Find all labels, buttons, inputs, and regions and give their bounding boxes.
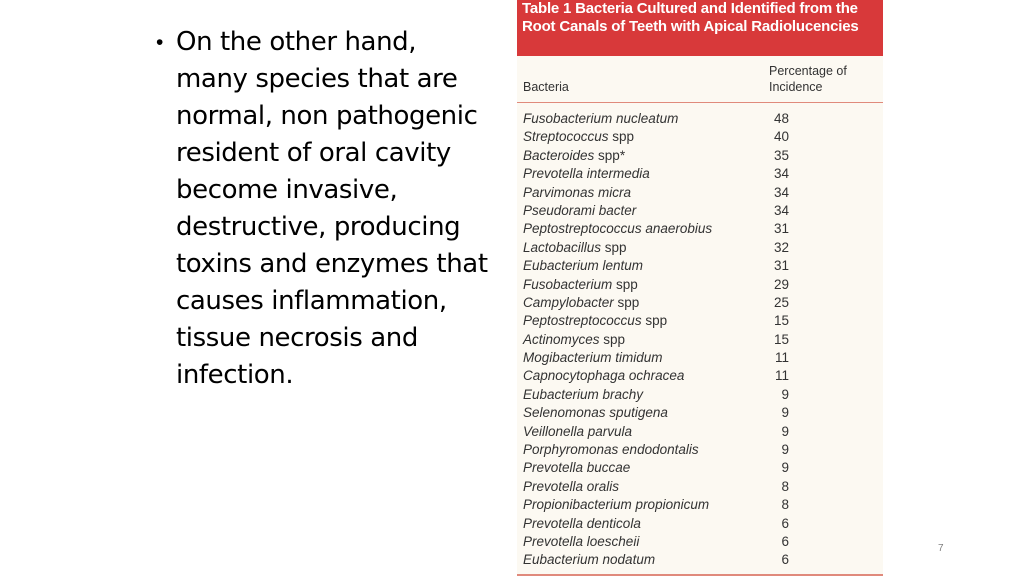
bacteria-name [523, 534, 639, 549]
table-row [517, 551, 883, 569]
incidence-value: 6 [781, 552, 789, 568]
bacteria-name [523, 203, 636, 218]
incidence-value: 34 [773, 202, 789, 218]
incidence-value: 15 [773, 331, 789, 347]
incidence-value: 32 [773, 239, 789, 255]
table-row [517, 459, 883, 477]
incidence-value: 31 [773, 258, 789, 274]
table-row [517, 404, 883, 422]
table-row [517, 515, 883, 533]
bacteria-genus: Fusobacterium nucleatum [523, 111, 679, 126]
bacteria-genus: Peptostreptococcus anaerobius [523, 221, 713, 237]
bacteria-genus: Lactobacillus [523, 239, 602, 255]
bacteria-genus: Streptococcus [523, 129, 609, 145]
bacteria-genus: Actinomyces [523, 331, 600, 347]
incidence-value: 8 [781, 478, 789, 494]
incidence-value: 35 [773, 147, 789, 163]
bacteria-name [523, 332, 625, 347]
bacteria-genus: Fusobacterium [523, 276, 613, 292]
bacteria-name [523, 387, 643, 402]
incidence-value: 9 [781, 423, 789, 439]
table-row [517, 220, 883, 238]
bullet-text: On the other hand, many species that are normal, non pathogenic resident of oral cavity become invasive, destructive, producing toxins and enzymes that causes inflammation, tissue necrosis and infection. [176, 27, 488, 390]
bacteria-genus: Prevotella intermedia [523, 166, 650, 182]
bacteria-genus: Porphyromonas endodontalis [523, 442, 699, 458]
incidence-value: 15 [773, 313, 789, 329]
bacteria-name [523, 277, 638, 292]
table-row [517, 533, 883, 551]
table-row [517, 239, 883, 257]
column-header-percentage [769, 63, 847, 95]
bacteria-suffix: spp [613, 294, 640, 310]
bacteria-table [517, 0, 883, 576]
table-row [517, 110, 883, 128]
table-title: Bacteria Cultured and Identified from the Root Canals of Teeth with Apical Radiolucencies [522, 0, 859, 35]
bacteria-name [523, 460, 630, 475]
bacteria-genus: Veillonella parvula [523, 423, 633, 439]
bullet-point [156, 24, 501, 394]
bacteria-genus: Eubacterium nodatum [523, 552, 656, 568]
bacteria-suffix: spp [612, 276, 638, 292]
bacteria-suffix: spp [601, 239, 627, 255]
table-row [517, 128, 883, 146]
incidence-value: 48 [773, 111, 789, 126]
bacteria-name [523, 479, 619, 494]
incidence-value: 11 [774, 350, 789, 366]
table-row [517, 202, 883, 220]
table-row [517, 386, 883, 404]
table-header [517, 0, 883, 56]
bacteria-name [523, 111, 678, 126]
bacteria-genus: Mogibacterium timidum [523, 350, 663, 366]
table-row [517, 478, 883, 496]
bacteria-genus: Capnocytophaga ochracea [523, 368, 685, 384]
incidence-value: 34 [773, 166, 789, 182]
table-column-headers [517, 56, 883, 103]
bacteria-genus: Bacteroides [523, 147, 595, 163]
incidence-value: 9 [781, 442, 789, 458]
bacteria-suffix: spp [599, 331, 626, 347]
bacteria-name [523, 240, 627, 255]
column-header-percentage-line1: Percentage of [769, 64, 847, 78]
bacteria-name [523, 497, 709, 512]
incidence-value: 29 [773, 276, 789, 292]
bullet-marker: • [156, 31, 164, 54]
incidence-value: 40 [773, 129, 789, 145]
column-header-percentage-line2: Incidence [769, 80, 823, 94]
bacteria-name [523, 368, 684, 383]
bacteria-name [523, 552, 655, 567]
bacteria-name [523, 350, 663, 365]
bacteria-genus: Selenomonas sputigena [523, 405, 668, 421]
bacteria-genus: Parvimonas micra [523, 184, 632, 200]
bacteria-name [523, 405, 668, 420]
bacteria-name [523, 166, 650, 181]
bacteria-suffix: spp [641, 313, 668, 329]
bacteria-genus: Peptostreptococcus [523, 313, 642, 329]
bacteria-genus: Propionibacterium propionicum [523, 497, 710, 513]
bacteria-genus: Eubacterium brachy [523, 386, 644, 402]
incidence-value: 9 [781, 460, 789, 476]
incidence-value: 34 [773, 184, 789, 200]
incidence-value: 6 [781, 533, 789, 549]
column-header-bacteria: Bacteria [523, 80, 569, 94]
bacteria-name [523, 424, 632, 439]
table-row [517, 423, 883, 441]
table-number: Table 1 [522, 0, 572, 17]
table-body [517, 110, 883, 570]
table-row [517, 367, 883, 385]
table-row [517, 184, 883, 202]
incidence-value: 9 [781, 405, 789, 421]
table-row [517, 331, 883, 349]
bacteria-genus: Prevotella loescheii [523, 533, 640, 549]
bacteria-genus: Prevotella oralis [523, 478, 620, 494]
incidence-value: 11 [774, 368, 789, 384]
table-row [517, 165, 883, 183]
bacteria-genus: Prevotella buccae [523, 460, 631, 476]
table-row [517, 147, 883, 165]
bacteria-name [523, 313, 667, 328]
incidence-value: 8 [781, 497, 789, 513]
bacteria-suffix: spp* [594, 147, 626, 163]
page-number: 7 [938, 543, 944, 554]
table-row [517, 276, 883, 294]
table-row [517, 294, 883, 312]
bacteria-name [523, 185, 631, 200]
bacteria-name [523, 516, 641, 531]
bacteria-name [523, 295, 639, 310]
bacteria-genus: Eubacterium lentum [523, 258, 644, 274]
incidence-value: 25 [773, 294, 789, 310]
bacteria-name [523, 442, 699, 457]
table-row [517, 312, 883, 330]
incidence-value: 31 [773, 221, 789, 237]
bacteria-genus: Prevotella denticola [523, 515, 641, 531]
bacteria-suffix: spp [608, 129, 635, 145]
table-row [517, 496, 883, 514]
table-row [517, 257, 883, 275]
bacteria-name [523, 221, 712, 236]
table-row [517, 349, 883, 367]
table-row [517, 441, 883, 459]
incidence-value: 9 [781, 386, 789, 402]
bacteria-name [523, 148, 625, 163]
bacteria-genus: Campylobacter [523, 294, 614, 310]
bacteria-name [523, 129, 634, 144]
incidence-value: 6 [781, 515, 789, 531]
bacteria-genus: Pseudorami bacter [523, 202, 637, 218]
bacteria-name [523, 258, 643, 273]
